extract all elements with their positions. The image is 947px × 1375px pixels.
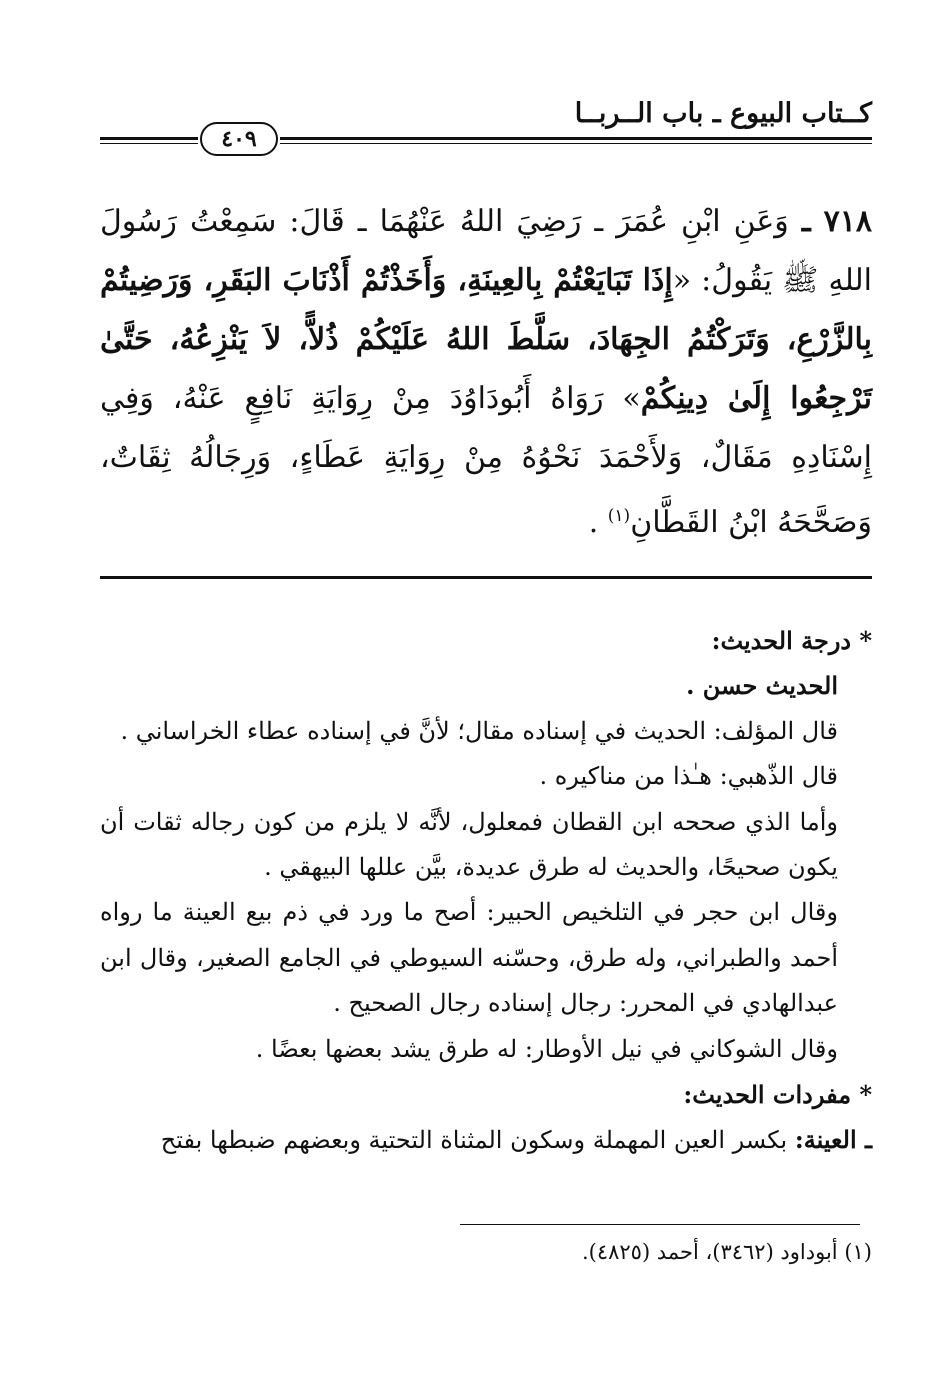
hadith-source: » رَوَاهُ أَبُودَاوُدَ مِنْ رِوَايَةِ نَافِعٍ عَنْهُ، وَفِي إِسْنَادِهِ مَقَالٌ، وَلأَحْمَدَ نَحْوُهُ مِنْ رِوَايَةِ عَطَاءٍ، وَرِجَالُهُ ثِقَاتٌ، وَصَحَّحَهُ ابْنُ القَطَّانِ — [100, 381, 872, 540]
commentary-paragraph: قال الذّهبي: هـٰذا من مناكيره . — [539, 762, 838, 791]
footnote-divider — [460, 1224, 860, 1225]
hadith-matn: إِذَا تَبَايَعْتُمْ بِالعِينَةِ، وَأَخَذْتُمْ أَذْنَابَ البَقَرِ، وَرَضِيتُمْ بِالزَّرْعِ، وَتَرَكْتُمُ الجِهَادَ، سَلَّطَ اللهُ عَلَيْكُمْ ذُلاًّ، لاَ يَنْزِعُهُ، حَتَّىٰ تَرْجِعُوا إِلَىٰ دِينِكُمْ — [100, 263, 873, 416]
grade-heading: * درجة الحديث: — [711, 626, 872, 655]
commentary — [100, 618, 872, 1164]
section-divider — [100, 576, 872, 579]
header-rule-right — [280, 128, 872, 152]
footnote: (١) أبوداود (٣٤٦٢)، أحمد (٤٨٢٥). — [581, 1240, 872, 1264]
page-number: ٤٠٩ — [200, 122, 278, 156]
vocab-entry — [100, 1117, 872, 1163]
header-rule-left — [100, 128, 198, 152]
running-header: كــتاب البيوع ـ باب الــربــا — [574, 98, 872, 129]
hadith-number: ٧١٨ — [823, 204, 872, 239]
footnote-reference[interactable]: (١) — [607, 506, 631, 526]
hadith-dash: ـ — [801, 204, 811, 239]
vocab-heading: * مفردات الحديث: — [683, 1080, 872, 1110]
vocab-term: ـ العينة: — [794, 1125, 872, 1155]
grade-text: الحديث حسن . — [686, 671, 838, 701]
commentary-paragraph: وقال ابن حجر في التلخيص الحبير: أصح ما ورد في ذم بيع العينة ما رواه أحمد والطبراني، وله طرق، وحسّنه السيوطي في الجامع الصغير، وقال ابن عبدالهادي في المحرر: رجال إسناده رجال الصحيح . — [100, 898, 838, 1018]
hadith-text: ٧١٨ ـ وَعَنِ ابْنِ عُمَرَ ـ رَضِيَ اللهُ عَنْهُمَا ـ قَالَ: سَمِعْتُ رَسُولَ اللهِ ﷺ يَقُولُ: «إِذَا تَبَايَعْتُمْ بِالعِينَةِ، وَأَخَذْتُمْ أَذْنَابَ البَقَرِ، وَرَضِيتُمْ بِالزَّرْعِ، وَتَرَكْتُمُ الجِهَادَ، سَلَّطَ اللهُ عَلَيْكُمْ ذُلاًّ، لاَ يَنْزِعُهُ، حَتَّىٰ تَرْجِعُوا إِلَىٰ دِينِكُمْ» رَوَاهُ أَبُودَاوُدَ مِنْ رِوَايَةِ نَافِعٍ عَنْهُ، وَفِي إِسْنَادِهِ مَقَالٌ، وَلأَحْمَدَ نَحْوُهُ مِنْ رِوَايَةِ عَطَاءٍ، وَرِجَالُهُ ثِقَاتٌ، وَصَحَّحَهُ ابْنُ القَطَّانِ$^{(١)}$ . — [100, 204, 873, 540]
commentary-paragraph: وأما الذي صححه ابن القطان فمعلول، لأنَّه لا يلزم من كون رجاله ثقات أن يكون صحيحًا، والحديث له طرق عديدة، بيَّن عللها البيهقي . — [100, 807, 838, 882]
commentary-paragraph: وقال الشوكاني في نيل الأوطار: له طرق يشد بعضها بعضًا . — [255, 1034, 838, 1063]
hadith-intro: وَعَنِ ابْنِ عُمَرَ ـ رَضِيَ اللهُ عَنْهُمَا ـ قَالَ: سَمِعْتُ رَسُولَ اللهِ ﷺ يَقُولُ: « — [100, 204, 873, 298]
vocab-definition: بكسر العين المهملة وسكون المثناة التحتية وبعضهم ضبطها بفتح — [160, 1126, 795, 1155]
commentary-paragraph: قال المؤلف: الحديث في إسناده مقال؛ لأنَّ في إسناده عطاء الخراساني . — [120, 716, 838, 745]
